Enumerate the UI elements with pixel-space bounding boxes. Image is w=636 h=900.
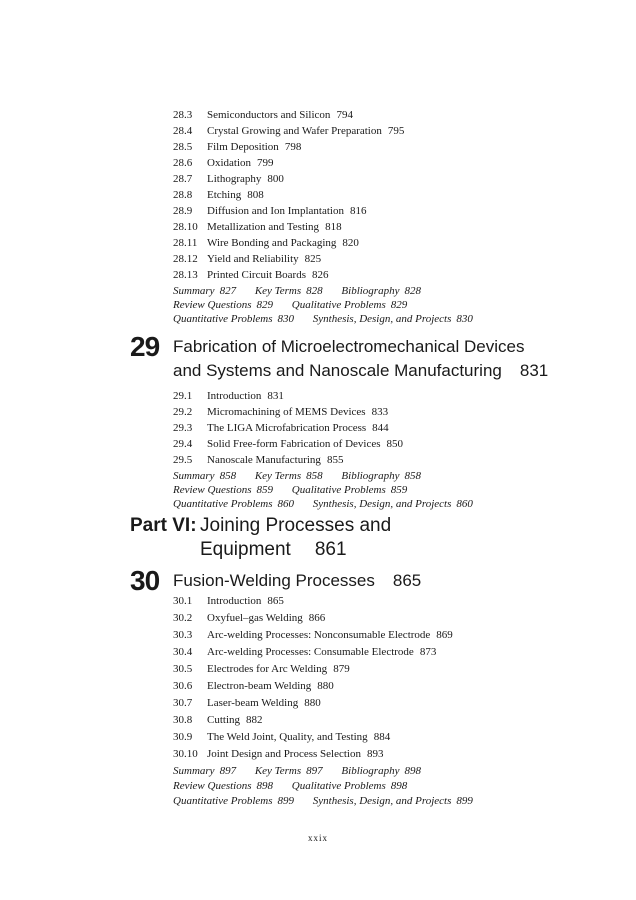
section-number: 30.3 — [173, 629, 193, 641]
toc-extras-line — [173, 794, 473, 808]
section-page: 879 — [333, 663, 350, 675]
extras-page: 898 — [256, 780, 274, 792]
toc-section-entry — [173, 156, 274, 170]
section-page: 869 — [436, 629, 453, 641]
section-page: 884 — [373, 731, 391, 743]
section-title: Laser-beam Welding — [207, 697, 299, 709]
section-number: 29.2 — [173, 406, 193, 418]
part-page: 861 — [314, 539, 347, 560]
part-label: Part VI: — [130, 515, 197, 536]
extras-page: 859 — [256, 484, 274, 496]
section-title: Metallization and Testing — [207, 221, 320, 233]
section-title: Oxidation — [207, 157, 251, 169]
section-title: Electrodes for Arc Welding — [207, 663, 328, 675]
extras-label: Quantitative Problems — [173, 795, 273, 807]
section-number: 29.3 — [173, 422, 193, 434]
extras-page: 899 — [456, 795, 473, 807]
extras-page: 829 — [390, 299, 408, 311]
section-title: Film Deposition — [207, 141, 279, 153]
extras-page: 860 — [277, 498, 294, 510]
section-title: Nanoscale Manufacturing — [207, 454, 321, 466]
chapter-number: 29 — [130, 331, 160, 362]
part-title-line: Joining Processes and — [200, 515, 392, 536]
toc-section-entry — [173, 236, 359, 250]
section-page: 831 — [267, 390, 284, 402]
section-number: 30.2 — [173, 612, 193, 624]
toc-section-entry — [173, 252, 321, 266]
section-page: 799 — [257, 157, 274, 169]
section-number: 28.9 — [173, 205, 193, 217]
toc-extras-line — [173, 483, 407, 497]
chapter-title-line: and Systems and Nanoscale Manufacturing — [173, 361, 502, 380]
section-number: 30.6 — [173, 680, 193, 692]
toc-section-entry — [173, 662, 350, 676]
section-number: 30.5 — [173, 663, 193, 675]
section-number: 28.5 — [173, 141, 193, 153]
extras-label: Qualitative Problems — [291, 484, 386, 496]
section-number: 28.10 — [173, 221, 198, 233]
toc-extras-line — [173, 469, 421, 483]
section-page: 873 — [419, 646, 437, 658]
section-number: 29.1 — [173, 390, 193, 402]
extras-label: Synthesis, Design, and Projects — [312, 498, 452, 510]
toc-section-entry — [173, 713, 263, 727]
toc-section-entry — [173, 188, 264, 202]
section-title: Introduction — [207, 595, 262, 607]
toc-extras-line — [173, 298, 407, 312]
toc-section-entry — [173, 140, 301, 154]
toc-section-entry — [173, 172, 284, 186]
section-number: 28.6 — [173, 157, 193, 169]
extras-label: Quantitative Problems — [173, 498, 273, 510]
section-page: 818 — [325, 221, 342, 233]
section-number: 28.3 — [173, 109, 193, 121]
extras-page: 897 — [219, 765, 237, 777]
section-number: 30.10 — [173, 748, 198, 760]
section-number: 28.8 — [173, 189, 193, 201]
section-page: 816 — [349, 205, 367, 217]
section-title: The Weld Joint, Quality, and Testing — [207, 731, 368, 743]
section-title: Diffusion and Ion Implantation — [207, 205, 344, 217]
extras-label: Quantitative Problems — [173, 313, 273, 325]
section-number: 28.4 — [173, 125, 193, 137]
chapter-number: 30 — [130, 565, 160, 596]
section-page: 820 — [342, 237, 359, 249]
toc-extras-line — [173, 284, 421, 298]
section-page: 880 — [304, 697, 321, 709]
section-number: 28.12 — [173, 253, 198, 265]
toc-section-entry — [173, 594, 284, 608]
section-title: Arc-welding Processes: Nonconsumable Electrode — [207, 629, 431, 641]
section-page: 798 — [284, 141, 302, 153]
section-title: Yield and Reliability — [207, 253, 299, 265]
toc-section-entry — [173, 611, 325, 625]
extras-label: Review Questions — [173, 780, 252, 792]
extras-label: Synthesis, Design, and Projects — [312, 795, 452, 807]
section-number: 28.7 — [173, 173, 193, 185]
section-number: 30.4 — [173, 646, 193, 658]
section-page: 880 — [317, 680, 334, 692]
section-number: 30.7 — [173, 697, 193, 709]
section-title: Crystal Growing and Wafer Preparation — [207, 125, 382, 137]
extras-page: 860 — [456, 498, 473, 510]
chapter-title-line: Fusion-Welding Processes — [173, 571, 375, 590]
extras-label: Bibliography — [341, 285, 400, 297]
section-title: Arc-welding Processes: Consumable Electrode — [207, 646, 414, 658]
section-title: Joint Design and Process Selection — [207, 748, 361, 760]
section-page: 865 — [267, 595, 284, 607]
extras-page: 830 — [456, 313, 473, 325]
extras-page: 898 — [404, 765, 421, 777]
toc-section-entry — [173, 453, 343, 467]
section-page: 882 — [246, 714, 263, 726]
section-number: 29.4 — [173, 438, 193, 450]
part-title — [200, 514, 391, 538]
toc-section-entry — [173, 204, 366, 218]
section-number: 28.11 — [173, 237, 198, 249]
extras-page: 897 — [306, 765, 323, 777]
toc-section-entry — [173, 645, 436, 659]
section-number: 28.13 — [173, 269, 198, 281]
toc-section-entry — [173, 437, 403, 451]
extras-page: 858 — [306, 470, 323, 482]
section-title: Micromachining of MEMS Devices — [207, 406, 366, 418]
extras-page: 898 — [390, 780, 408, 792]
toc-extras-line — [173, 497, 473, 511]
extras-label: Bibliography — [341, 470, 400, 482]
extras-label: Qualitative Problems — [291, 780, 386, 792]
section-page: 844 — [372, 422, 389, 434]
extras-page: 828 — [306, 285, 323, 297]
extras-label: Review Questions — [173, 299, 252, 311]
section-title: Wire Bonding and Packaging — [207, 237, 337, 249]
toc-section-entry — [173, 628, 453, 642]
extras-label: Summary — [173, 470, 215, 482]
extras-label: Summary — [173, 765, 215, 777]
extras-page: 830 — [277, 313, 294, 325]
toc-section-entry — [173, 405, 388, 419]
extras-label: Qualitative Problems — [291, 299, 386, 311]
section-page: 826 — [312, 269, 329, 281]
section-page: 833 — [371, 406, 389, 418]
extras-page: 899 — [277, 795, 294, 807]
extras-page: 858 — [219, 470, 237, 482]
toc-section-entry — [173, 730, 390, 744]
extras-label: Bibliography — [341, 765, 400, 777]
chapter-title — [173, 336, 524, 358]
section-title: Electron-beam Welding — [207, 680, 312, 692]
toc-section-entry — [173, 389, 284, 403]
section-page: 893 — [366, 748, 384, 760]
toc-section-entry — [173, 696, 321, 710]
section-number: 30.9 — [173, 731, 193, 743]
extras-page: 858 — [404, 470, 421, 482]
section-title: The LIGA Microfabrication Process — [207, 422, 367, 434]
section-title: Etching — [207, 189, 242, 201]
extras-label: Key Terms — [254, 765, 302, 777]
chapter-page: 831 — [519, 361, 549, 380]
chapter-title — [173, 360, 548, 382]
toc-extras-line — [173, 779, 407, 793]
section-page: 825 — [304, 253, 322, 265]
section-page: 795 — [387, 125, 405, 137]
extras-label: Synthesis, Design, and Projects — [312, 313, 452, 325]
section-page: 800 — [267, 173, 284, 185]
part-title — [200, 538, 347, 562]
toc-section-entry — [173, 124, 404, 138]
extras-label: Key Terms — [254, 285, 302, 297]
section-page: 808 — [247, 189, 264, 201]
section-title: Cutting — [207, 714, 241, 726]
section-number: 30.8 — [173, 714, 193, 726]
section-number: 30.1 — [173, 595, 193, 607]
extras-label: Review Questions — [173, 484, 252, 496]
toc-extras-line — [173, 764, 421, 778]
section-page: 866 — [308, 612, 326, 624]
toc-section-entry — [173, 220, 342, 234]
section-page: 794 — [336, 109, 353, 121]
chapter-title-line: Fabrication of Microelectromechanical Devices — [173, 337, 525, 356]
toc-section-entry — [173, 421, 389, 435]
section-title: Printed Circuit Boards — [207, 269, 306, 281]
extras-page: 829 — [256, 299, 274, 311]
section-title: Introduction — [207, 390, 262, 402]
page-folio: xxix — [307, 833, 328, 843]
extras-page: 827 — [219, 285, 237, 297]
section-title: Lithography — [207, 173, 262, 185]
toc-section-entry — [173, 679, 334, 693]
extras-page: 859 — [390, 484, 408, 496]
part-title-line: Equipment — [200, 539, 291, 560]
toc-extras-line — [173, 312, 473, 326]
extras-label: Key Terms — [254, 470, 302, 482]
toc-section-entry — [173, 268, 329, 282]
toc-section-entry — [173, 747, 383, 761]
chapter-page: 865 — [392, 571, 422, 590]
section-title: Semiconductors and Silicon — [207, 109, 331, 121]
extras-label: Summary — [173, 285, 215, 297]
section-title: Solid Free-form Fabrication of Devices — [207, 438, 381, 450]
chapter-title — [173, 570, 421, 592]
toc-section-entry — [173, 108, 353, 122]
section-title: Oxyfuel–gas Welding — [207, 612, 303, 624]
section-page: 850 — [386, 438, 404, 450]
section-number: 29.5 — [173, 454, 193, 466]
extras-page: 828 — [404, 285, 421, 297]
section-page: 855 — [326, 454, 344, 466]
